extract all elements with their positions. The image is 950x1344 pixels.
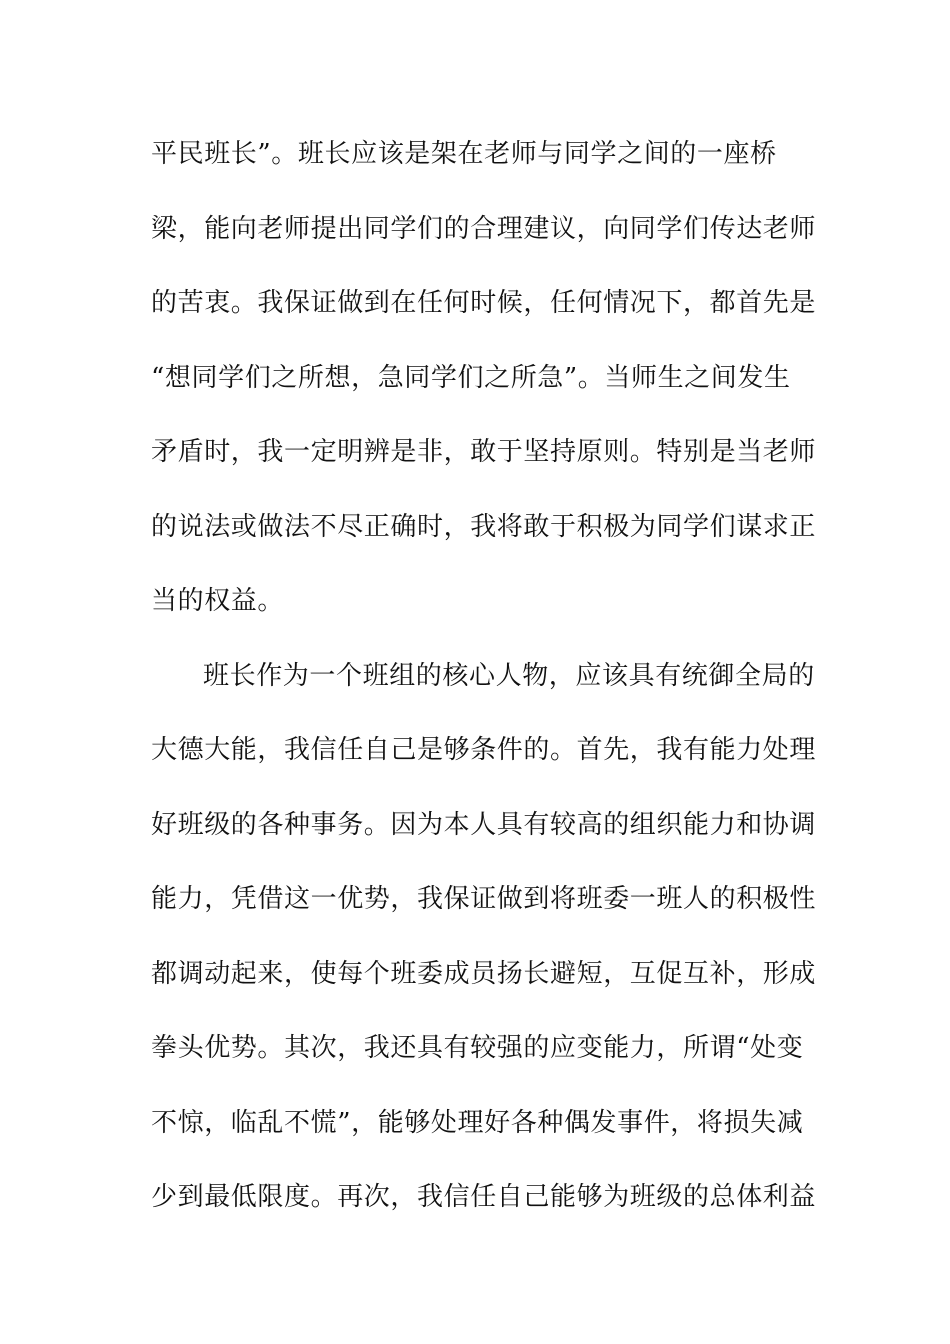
body-text xyxy=(151,126,817,1244)
text-line: 都调动起来，使每个班委成员扬长避短，互促互补，形成 xyxy=(151,958,817,989)
text-line: 拳头优势。其次，我还具有较强的应变能力，所谓“处变 xyxy=(151,1033,804,1063)
text-line: 好班级的各种事务。因为本人具有较高的组织能力和协调 xyxy=(151,809,817,840)
text-line: “想同学们之所想，急同学们之所急”。当师生之间发生 xyxy=(151,362,791,393)
text-line: 班长作为一个班组的核心人物，应该具有统御全局的 xyxy=(203,660,815,691)
text-line: 少到最低限度。再次，我信任自己能够为班级的总体利益 xyxy=(151,1182,817,1212)
text-line: 大德大能，我信任自己是够条件的。首先，我有能力处理 xyxy=(151,735,817,765)
text-line: 不惊，临乱不慌”，能够处理好各种偶发事件，将损失减 xyxy=(151,1107,804,1138)
text-line: 能力，凭借这一优势，我保证做到将班委一班人的积极性 xyxy=(151,884,817,914)
text-line: 当的权益。 xyxy=(151,586,285,616)
text-line: 梁，能向老师提出同学们的合理建议，向同学们传达老师 xyxy=(151,213,817,244)
text-line: 平民班长”。班长应该是架在老师与同学之间的一座桥 xyxy=(151,139,777,169)
text-line: 的说法或做法不尽正确时，我将敢于积极为同学们谋求正 xyxy=(151,511,817,542)
text-line: 矛盾时，我一定明辨是非，敢于坚持原则。特别是当老师 xyxy=(151,437,817,467)
text-line: 的苦衷。我保证做到在任何时候，任何情况下，都首先是 xyxy=(151,288,817,318)
